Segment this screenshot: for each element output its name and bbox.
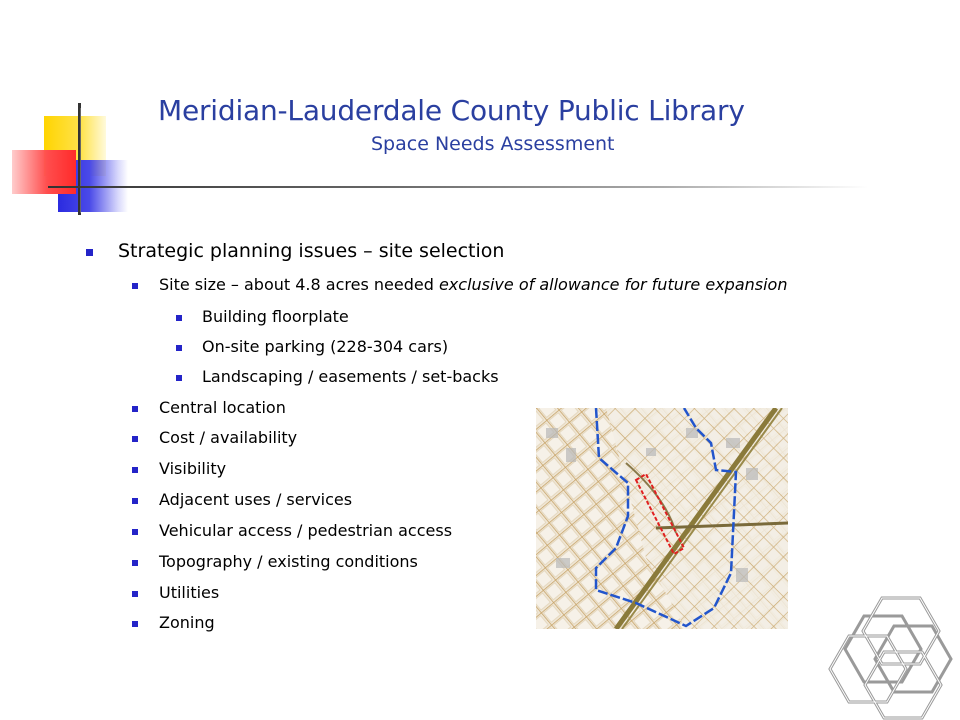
bullet-item xyxy=(159,428,297,447)
title-underline xyxy=(48,186,868,188)
sub-bullet xyxy=(202,307,349,326)
bullet-square-icon xyxy=(132,529,138,535)
bullet-text: Visibility xyxy=(159,459,227,478)
bullet-square-icon xyxy=(132,467,138,473)
sub-bullet xyxy=(202,337,448,356)
bullet-text: Strategic planning issues – site selection xyxy=(118,240,505,262)
site-map-image xyxy=(536,408,788,629)
bullet-item xyxy=(159,398,286,417)
bullet-text: Topography / existing conditions xyxy=(159,552,418,571)
bullet-item xyxy=(159,521,452,540)
bullet-square-icon xyxy=(132,621,138,627)
bullet-square-icon xyxy=(132,591,138,597)
sub-bullet xyxy=(202,367,499,386)
slide-subtitle: Space Needs Assessment xyxy=(371,133,615,155)
bullet-text: Site size – about 4.8 acres needed xyxy=(159,275,439,294)
bullet-item xyxy=(159,583,219,602)
bullet-square-icon xyxy=(176,375,182,381)
decorative-vertical-line-thin xyxy=(80,108,81,213)
bullet-item xyxy=(159,613,215,632)
bullet-item xyxy=(159,459,226,478)
bullet-square-icon xyxy=(132,498,138,504)
bullet-text-italic: exclusive of allowance for future expansion xyxy=(438,275,788,294)
bullet-text: Landscaping / easements / set-backs xyxy=(202,367,499,386)
bullet-text: Central location xyxy=(159,398,286,417)
bullet-site-size xyxy=(159,275,787,294)
bullet-square-icon xyxy=(132,560,138,566)
bullet-square-icon xyxy=(86,249,93,256)
bullet-square-icon xyxy=(132,283,138,289)
bullet-text: Cost / availability xyxy=(159,428,298,447)
bullet-text: Adjacent uses / services xyxy=(159,490,353,509)
bullet-text: On-site parking (228-304 cars) xyxy=(202,337,449,356)
bullet-text: Zoning xyxy=(159,613,215,632)
bullet-item xyxy=(159,490,352,509)
bullet-text: Vehicular access / pedestrian access xyxy=(159,521,453,540)
bullet-main xyxy=(118,240,504,262)
bullet-square-icon xyxy=(132,436,138,442)
hexagon-logo-icon xyxy=(824,596,960,720)
bullet-text: Utilities xyxy=(159,583,220,602)
bullet-square-icon xyxy=(176,345,182,351)
bullet-square-icon xyxy=(176,315,182,321)
bullet-square-icon xyxy=(132,406,138,412)
bullet-item xyxy=(159,552,418,571)
bullet-text: Building floorplate xyxy=(202,307,349,326)
slide-title: Meridian-Lauderdale County Public Library xyxy=(158,94,745,127)
